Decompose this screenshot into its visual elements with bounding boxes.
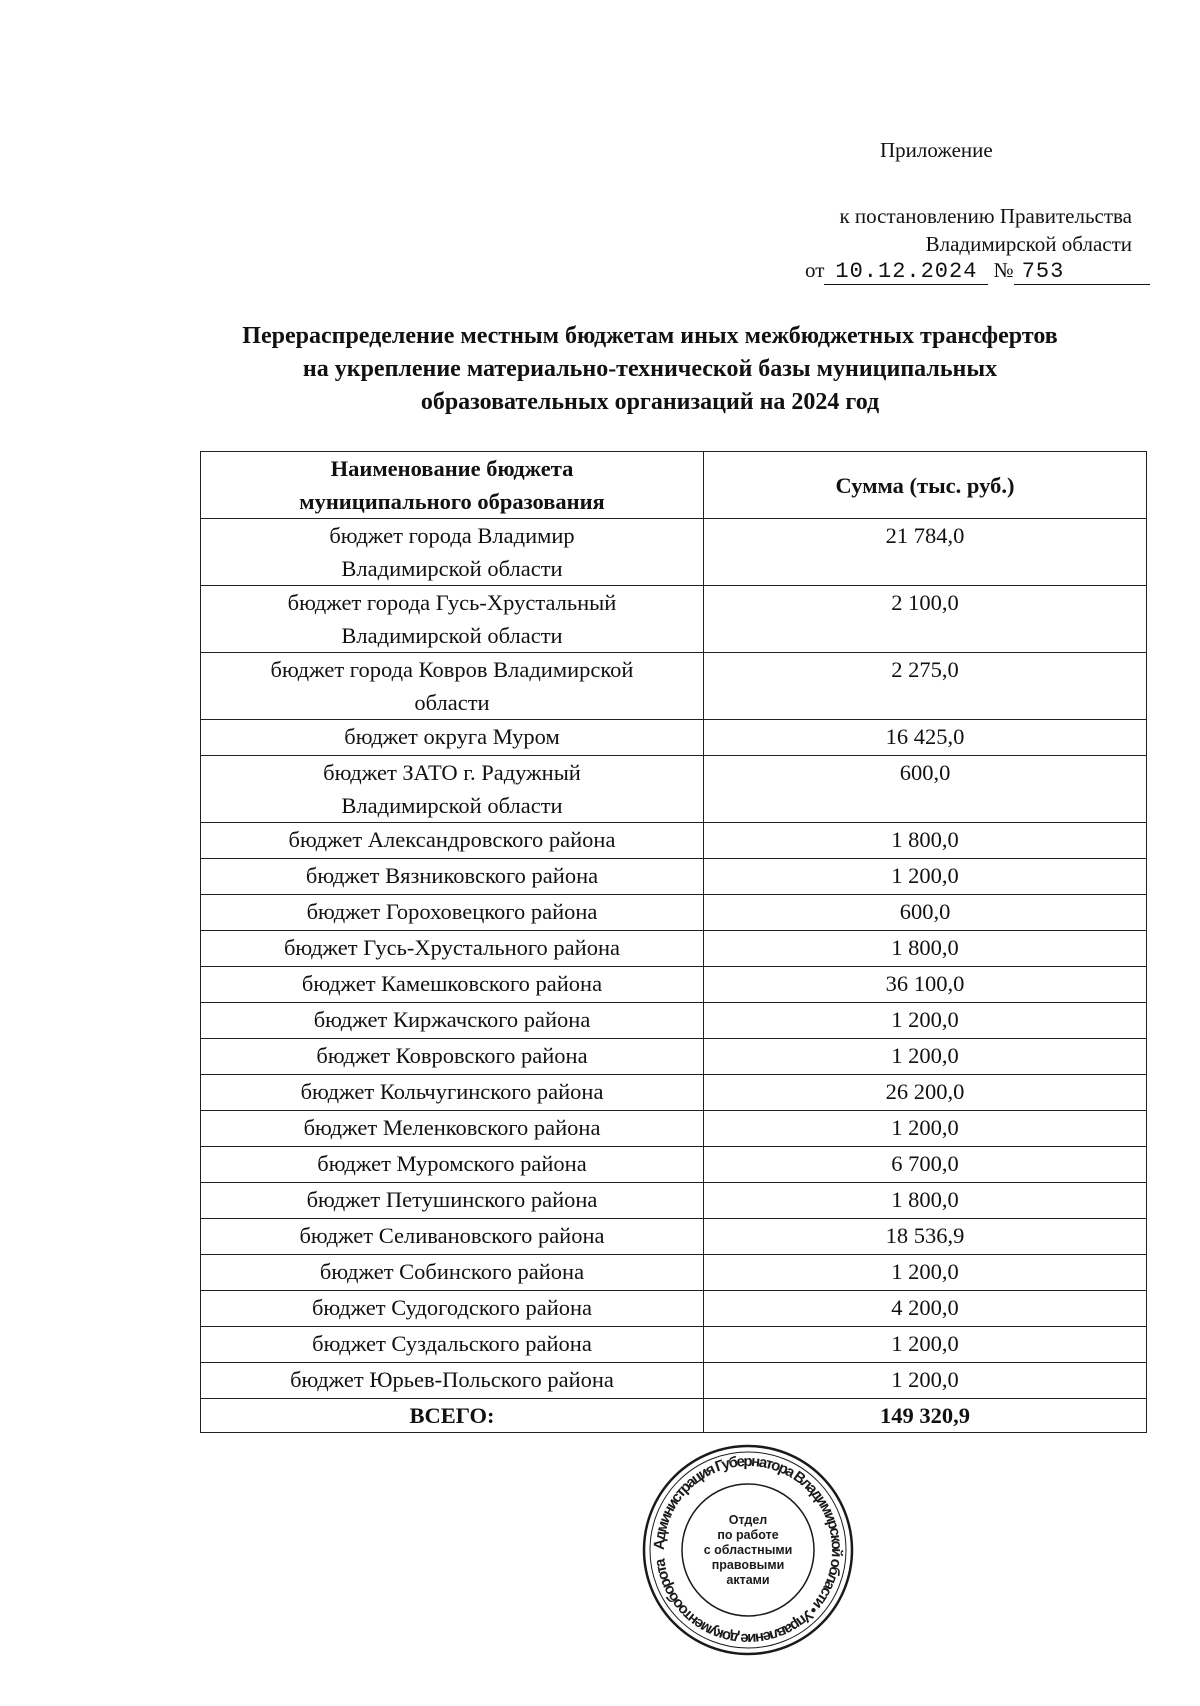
table-row — [201, 1075, 1147, 1111]
table-row — [201, 1219, 1147, 1255]
sum-cell: 2 100,0 — [704, 586, 1147, 653]
table-row — [201, 859, 1147, 895]
table-row — [201, 1147, 1147, 1183]
budget-name-line: бюджет города Ковров Владимирской — [270, 657, 634, 682]
budget-name-line: Владимирской области — [341, 556, 563, 581]
appendix-label: Приложение — [880, 138, 993, 162]
seal-center-line: по работе — [717, 1528, 779, 1542]
budget-name-line: бюджет Юрьев-Польского района — [290, 1367, 614, 1392]
table-row — [201, 967, 1147, 1003]
sum-cell: 1 200,0 — [704, 1363, 1147, 1399]
budget-name-cell — [201, 586, 704, 653]
budget-name-cell — [201, 1111, 704, 1147]
sum-cell: 1 200,0 — [704, 1039, 1147, 1075]
table-row — [201, 1363, 1147, 1399]
budget-name-cell — [201, 967, 704, 1003]
sum-cell: 36 100,0 — [704, 967, 1147, 1003]
budget-name-cell — [201, 1075, 704, 1111]
budget-name-cell — [201, 519, 704, 586]
sum-cell: 1 200,0 — [704, 859, 1147, 895]
header-sum: Сумма (тыс. руб.) — [704, 452, 1147, 519]
table-row — [201, 1111, 1147, 1147]
official-seal — [640, 1442, 856, 1658]
budget-name-line: бюджет Кольчугинского района — [300, 1079, 604, 1104]
from-prefix: от — [805, 258, 825, 282]
table-row — [201, 756, 1147, 823]
budget-name-cell — [201, 1291, 704, 1327]
header-text: Наименование бюджета — [330, 456, 574, 481]
budget-name-cell — [201, 1039, 704, 1075]
table-row — [201, 1291, 1147, 1327]
budget-name-cell — [201, 720, 704, 756]
budget-name-cell — [201, 823, 704, 859]
budget-name-cell — [201, 895, 704, 931]
budget-name-line: бюджет города Гусь-Хрустальный — [287, 590, 617, 615]
document-title — [150, 320, 1150, 419]
title-line: Перераспределение местным бюджетам иных межбюджетных трансфертов — [242, 323, 1058, 349]
sum-cell: 21 784,0 — [704, 519, 1147, 586]
budget-name-line: бюджет Селивановского района — [299, 1223, 605, 1248]
budget-name-line: бюджет Киржачского района — [313, 1007, 591, 1032]
sum-cell: 600,0 — [704, 895, 1147, 931]
header-text: муниципального образования — [299, 489, 605, 514]
table-row — [201, 519, 1147, 586]
sum-cell: 1 200,0 — [704, 1255, 1147, 1291]
table-row — [201, 1327, 1147, 1363]
budget-name-line: бюджет ЗАТО г. Радужный — [323, 760, 581, 785]
sum-cell: 1 200,0 — [704, 1327, 1147, 1363]
budget-name-line: бюджет Суздальского района — [312, 1331, 592, 1356]
budget-name-line: бюджет Гусь-Хрустального района — [283, 935, 620, 960]
transfers-table — [200, 451, 1147, 1433]
total-sum: 149 320,9 — [704, 1399, 1147, 1433]
total-label: ВСЕГО: — [201, 1399, 704, 1433]
budget-name-line: бюджет Александровского района — [288, 827, 616, 852]
sum-cell: 1 800,0 — [704, 931, 1147, 967]
budget-name-cell — [201, 859, 704, 895]
title-line: на укрепление материально-технической базы муниципальных — [302, 356, 998, 382]
resolution-date-number — [805, 258, 1150, 285]
table-row — [201, 653, 1147, 720]
budget-name-line: бюджет Судогодского района — [311, 1295, 593, 1320]
table-row — [201, 1255, 1147, 1291]
budget-name-cell — [201, 1327, 704, 1363]
resolution-number: 753 — [1014, 259, 1150, 285]
resolution-date: 10.12.2024 — [824, 259, 988, 285]
table-row — [201, 1183, 1147, 1219]
budget-name-line: бюджет Вязниковского района — [305, 863, 599, 888]
budget-name-cell — [201, 1003, 704, 1039]
budget-name-line: Владимирской области — [341, 793, 563, 818]
seal-center-line: правовыми — [711, 1558, 785, 1572]
svg-text:Администрация Губернатора Влад: Администрация Губернатора Владимирской области • Управление документооборота — [650, 1452, 846, 1648]
seal-center-line: актами — [726, 1573, 770, 1587]
total-row — [201, 1399, 1147, 1433]
seal-center-line: с областными — [703, 1543, 793, 1557]
sum-cell: 16 425,0 — [704, 720, 1147, 756]
budget-name-cell — [201, 1147, 704, 1183]
table-row — [201, 1039, 1147, 1075]
budget-name-cell — [201, 1183, 704, 1219]
sum-cell: 1 800,0 — [704, 823, 1147, 859]
sum-cell: 2 275,0 — [704, 653, 1147, 720]
resolution-reference: к постановлению Правительства — [839, 204, 1132, 228]
budget-name-line: бюджет Петушинского района — [306, 1187, 598, 1212]
sum-cell: 1 200,0 — [704, 1111, 1147, 1147]
budget-name-line: бюджет Ковровского района — [316, 1043, 588, 1068]
sum-cell: 6 700,0 — [704, 1147, 1147, 1183]
table-row — [201, 931, 1147, 967]
sum-cell: 600,0 — [704, 756, 1147, 823]
sum-cell: 4 200,0 — [704, 1291, 1147, 1327]
seal-icon — [640, 1442, 856, 1658]
sum-cell: 1 800,0 — [704, 1183, 1147, 1219]
seal-center-line: Отдел — [728, 1513, 768, 1527]
budget-name-line: Владимирской области — [341, 623, 563, 648]
table-row — [201, 1003, 1147, 1039]
table-header-row — [201, 452, 1147, 519]
sum-cell: 26 200,0 — [704, 1075, 1147, 1111]
budget-name-line: бюджет города Владимир — [329, 523, 575, 548]
budget-name-cell — [201, 1255, 704, 1291]
title-line: образовательных организаций на 2024 год — [420, 389, 880, 415]
region-name: Владимирской области — [925, 232, 1132, 256]
table-row — [201, 823, 1147, 859]
number-sign: № — [993, 258, 1014, 282]
budget-name-line: бюджет Камешковского района — [301, 971, 603, 996]
budget-name-cell — [201, 756, 704, 823]
budget-name-line: бюджет Гороховецкого района — [306, 899, 598, 924]
budget-name-cell — [201, 653, 704, 720]
budget-name-line: бюджет Собинского района — [319, 1259, 585, 1284]
budget-name-cell — [201, 1219, 704, 1255]
table-row — [201, 586, 1147, 653]
budget-name-line: области — [414, 690, 490, 715]
budget-name-line: бюджет Меленковского района — [303, 1115, 601, 1140]
header-budget-name — [201, 452, 704, 519]
table-row — [201, 895, 1147, 931]
budget-name-cell — [201, 1363, 704, 1399]
sum-cell: 18 536,9 — [704, 1219, 1147, 1255]
budget-name-line: бюджет Муромского района — [317, 1151, 587, 1176]
sum-cell: 1 200,0 — [704, 1003, 1147, 1039]
table-row — [201, 720, 1147, 756]
budget-name-line: бюджет округа Муром — [344, 724, 560, 749]
budget-name-cell — [201, 931, 704, 967]
